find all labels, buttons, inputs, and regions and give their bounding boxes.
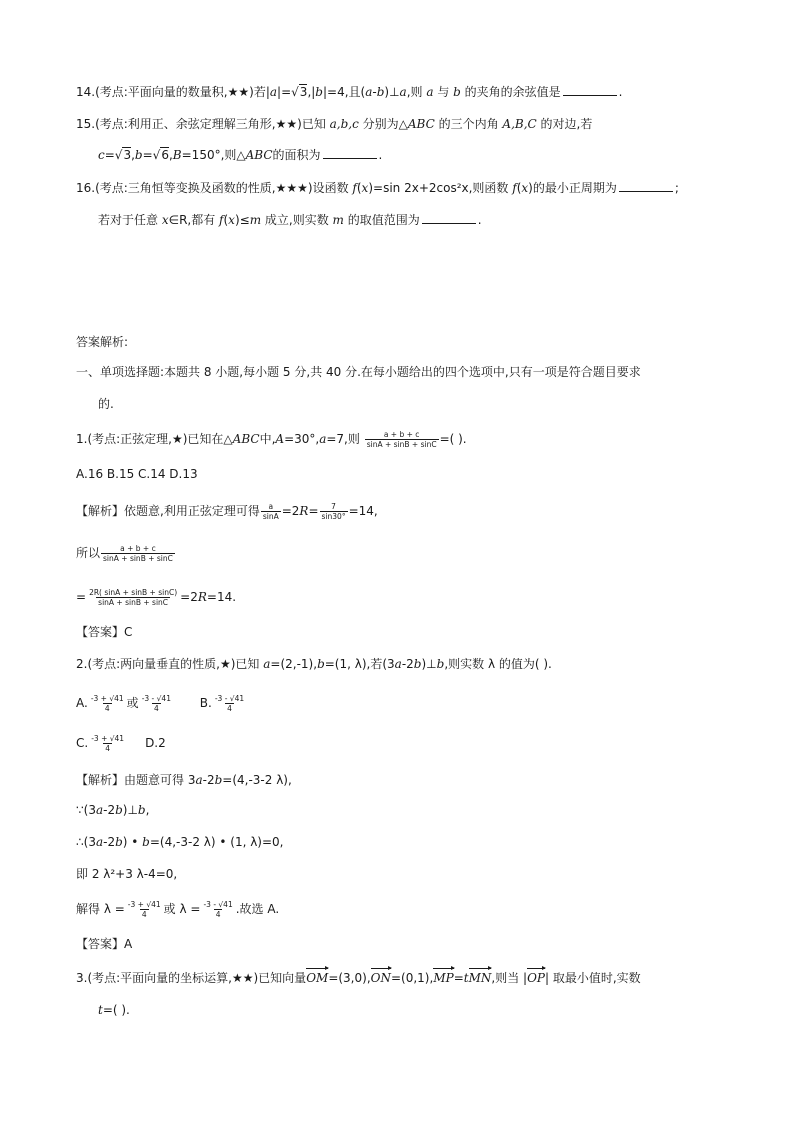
q1-answer: 【答案】C	[76, 625, 133, 639]
q1-stem: 1.(考点:正弦定理,★)已知在△ABC中,A=30°,a=7,则 $\frac{a + b + c}{\sin A + \sin B + \sin C}$ =( ).	[76, 430, 467, 449]
fraction: $\frac{-3 + √41}{4}$	[91, 734, 125, 753]
q2-stem: 2.(考点:两向量垂直的性质,★)已知 a=(2,-1),b=(1, λ),若(3a-2b)⊥b,则实数 λ 的值为( ).	[76, 657, 552, 671]
fraction: $\frac{a + b + c}{\sin A + \sin B + \sin C}$	[103, 544, 173, 563]
bar: |	[265, 85, 270, 99]
fraction: $\frac{-3 + √41}{4}$	[90, 694, 124, 713]
q2-analysis-2: ∵(3a-2b)⊥b,	[76, 803, 150, 817]
answer-blank[interactable]	[619, 180, 673, 192]
q1-so: 所以 $\frac{a + b + c}{\sin A + \sin B + \sin C}$	[76, 544, 173, 563]
answer-blank[interactable]	[323, 147, 377, 159]
q2-options-cd: C. $\frac{-3 + √41}{4}$ D.2	[76, 734, 166, 753]
fraction: $\frac{-3 - √41}{4}$	[203, 900, 233, 919]
question-16-line1: 16.(考点:三角恒等变换及函数的性质,★★★)设函数 f(x)=sin 2x+2cos²x,则函数 f(x)的最小正周期为 ;	[76, 181, 679, 195]
q2-analysis-3: ∴(3a-2b) • b=(4,-3-2 λ) • (1, λ)=0,	[76, 835, 284, 849]
section-1-line1: 一、单项选择题:本题共 8 小题,每小题 5 分,共 40 分.在每小题给出的四个选项中,只有一项是符合题目要求	[76, 365, 641, 379]
q2-options-ab: A. $\frac{-3 + √41}{4}$ 或 $\frac{-3 - √41}{4}$ B. $\frac{-3 - √41}{4}$	[76, 694, 245, 713]
q2-analysis-5: 解得 λ = $\frac{-3 + √41}{4}$ 或 λ = $\frac{-3 - √41}{4}$ .故选 A.	[76, 900, 280, 919]
q3-line2: t=( ).	[98, 1003, 130, 1017]
question-14: 14.(考点:平面向量的数量积,★★)若|a|=√3,|b|=4,且(a-b)⊥a,则 a 与 b 的夹角的余弦值是 .	[76, 85, 623, 99]
question-15-line2: c=√3,b=√6,B=150°,则△ABC的面积为 .	[98, 148, 383, 162]
fraction: $\frac{a + b + c}{\sin A + \sin B + \sin C}$	[366, 430, 437, 449]
answer-blank[interactable]	[563, 84, 617, 96]
fraction: $\frac{a}{\sin A}$	[262, 502, 279, 521]
q3-stem: 3.(考点:平面向量的坐标运算,★★)已知向量OM=(3,0),ON=(0,1),MP=tMN,则当 |OP| 取最小值时,实数	[76, 971, 641, 985]
question-16-line2: 若对于任意 x∈R,都有 f(x)≤m 成立,则实数 m 的取值范围为 .	[98, 213, 482, 227]
q2-analysis-1: 【解析】由题意可得 3a-2b=(4,-3-2 λ),	[76, 773, 292, 787]
fraction: $\frac{7}{\sin 30^\circ}$	[321, 502, 346, 521]
section-1-line2: 的.	[98, 397, 114, 411]
fraction: $\frac{-3 - √41}{4}$	[141, 694, 171, 713]
q2-answer: 【答案】A	[76, 937, 133, 951]
q1-options: A.16 B.15 C.14 D.13	[76, 467, 198, 481]
fraction: $\frac{2R( \sin A + \sin B + \sin C)}{\sin A + \sin B + \sin C}$	[89, 588, 178, 607]
q1-equation: = $\frac{2R( \sin A + \sin B + \sin C)}{\sin A + \sin B + \sin C}$ =2R=14.	[76, 588, 237, 607]
answers-heading: 答案解析:	[76, 335, 129, 349]
fraction: $\frac{-3 + √41}{4}$	[127, 900, 161, 919]
question-15-line1: 15.(考点:利用正、余弦定理解三角形,★★)已知 a,b,c 分别为△ABC 的三个内角 A,B,C 的对边,若	[76, 117, 593, 131]
q2-analysis-4: 即 2 λ²+3 λ-4=0,	[76, 867, 178, 881]
q1-analysis: 【解析】依题意,利用正弦定理可得 $\frac{a}{\sin A}$ =2R= $\frac{7}{\sin 30^\circ}$ =14,	[76, 502, 378, 521]
answer-blank[interactable]	[422, 212, 476, 224]
fraction: $\frac{-3 - √41}{4}$	[214, 694, 245, 713]
